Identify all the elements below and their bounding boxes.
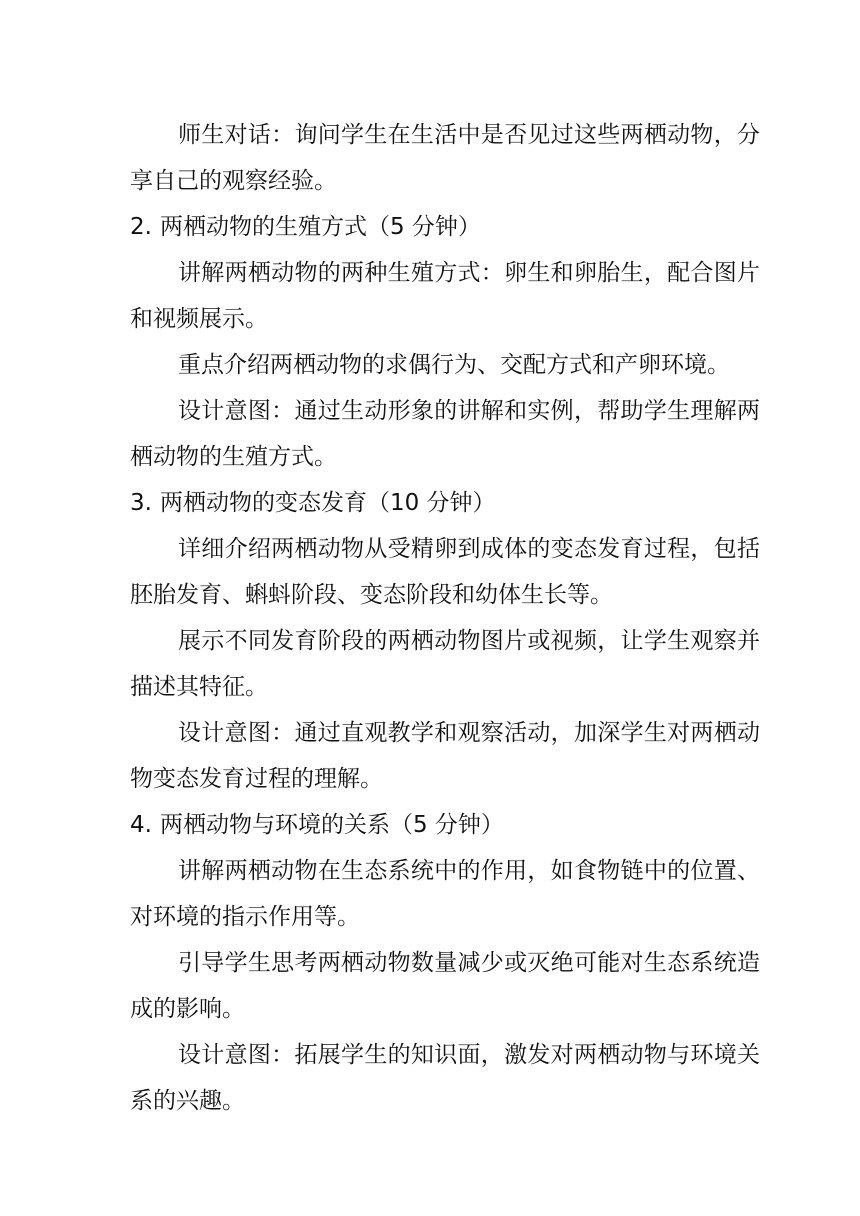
section-heading-metamorphosis <box>130 480 760 526</box>
paragraph-teacher-student-dialogue: 师生对话：询问学生在生活中是否见过这些两栖动物，分享自己的观察经验。 <box>130 122 760 194</box>
paragraph-metamorphosis-process: 详细介绍两栖动物从受精卵到成体的变态发育过程，包括胚胎发育、蝌蚪阶段、变态阶段和幼体生长等。 <box>130 536 760 608</box>
paragraph-design-intent-reproduction: 设计意图：通过生动形象的讲解和实例，帮助学生理解两栖动物的生殖方式。 <box>130 398 760 470</box>
section-number: 3. <box>130 490 152 516</box>
section-title: 两栖动物与环境的关系（5 分钟） <box>159 812 504 838</box>
paragraph-courtship-behavior: 重点介绍两栖动物的求偶行为、交配方式和产卵环境。 <box>178 352 730 378</box>
section-title: 两栖动物的变态发育（10 分钟） <box>159 490 496 516</box>
paragraph-design-intent-environment: 设计意图：拓展学生的知识面，激发对两栖动物与环境关系的兴趣。 <box>130 1042 760 1114</box>
section-number: 2. <box>130 214 152 240</box>
paragraph-ecosystem-role: 讲解两栖动物在生态系统中的作用，如食物链中的位置、对环境的指示作用等。 <box>130 858 760 930</box>
paragraph-population-decline: 引导学生思考两栖动物数量减少或灭绝可能对生态系统造成的影响。 <box>130 950 760 1022</box>
section-title: 两栖动物的生殖方式（5 分钟） <box>159 214 481 240</box>
paragraph-development-stages: 展示不同发育阶段的两栖动物图片或视频，让学生观察并描述其特征。 <box>130 628 760 700</box>
section-heading-reproduction <box>130 204 760 250</box>
section-heading-environment <box>130 802 760 848</box>
paragraph-design-intent-metamorphosis: 设计意图：通过直观教学和观察活动，加深学生对两栖动物变态发育过程的理解。 <box>130 720 760 792</box>
paragraph-reproduction-methods: 讲解两栖动物的两种生殖方式：卵生和卵胎生，配合图片和视频展示。 <box>130 260 760 332</box>
section-number: 4. <box>130 812 152 838</box>
